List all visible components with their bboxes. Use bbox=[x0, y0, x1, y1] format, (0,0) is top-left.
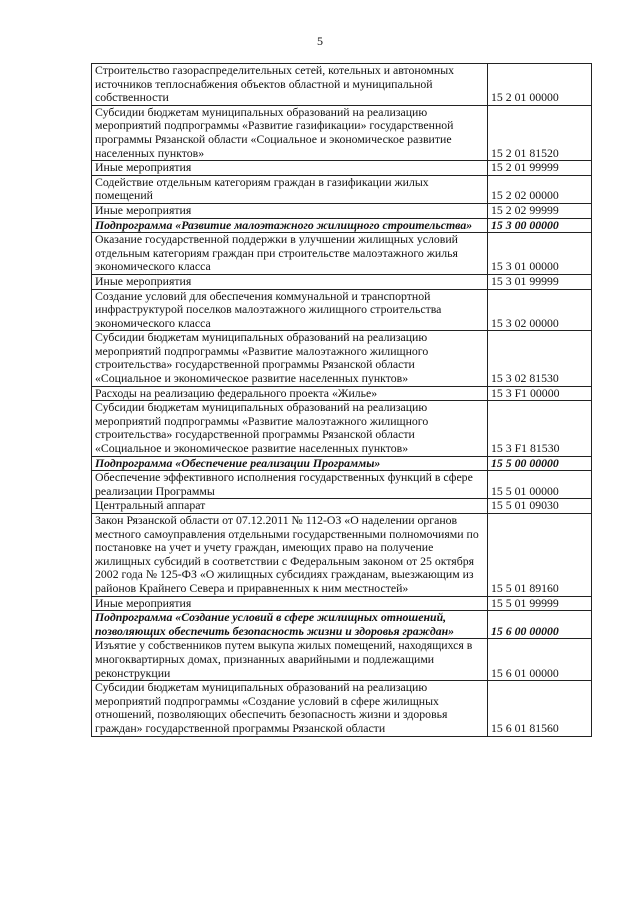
table-row bbox=[92, 331, 592, 386]
row-code: 15 3 01 99999 bbox=[488, 274, 592, 289]
table-row bbox=[92, 499, 592, 514]
row-name: Оказание государственной поддержки в улучшении жилищных условий отдельным категориям граждан при строительстве малоэтажного жилья экономического класса bbox=[92, 233, 488, 275]
page-number: 5 bbox=[317, 34, 323, 48]
row-code: 15 2 02 00000 bbox=[488, 175, 592, 203]
row-name: Субсидии бюджетам муниципальных образований на реализацию мероприятий подпрограммы «Создание условий в сфере жилищных отношений, позволяющих обеспечить безопасность жизни и здоровья граждан» государственной программы Рязанской области bbox=[92, 681, 488, 736]
row-code: 15 3 02 81530 bbox=[488, 331, 592, 386]
subprogram-row bbox=[92, 611, 592, 639]
row-name: Обеспечение эффективного исполнения государственных функций в сфере реализации Программы bbox=[92, 471, 488, 499]
table-row bbox=[92, 175, 592, 203]
subprogram-row bbox=[92, 456, 592, 471]
row-code: 15 3 00 00000 bbox=[488, 218, 592, 233]
table-row bbox=[92, 64, 592, 106]
table-row bbox=[92, 386, 592, 401]
table-row bbox=[92, 203, 592, 218]
row-code: 15 3 02 00000 bbox=[488, 289, 592, 331]
row-code: 15 2 01 00000 bbox=[488, 64, 592, 106]
row-code: 15 5 01 89160 bbox=[488, 514, 592, 597]
row-name: Создание условий для обеспечения коммунальной и транспортной инфраструктурой поселков малоэтажного жилищного строительства экономического класса bbox=[92, 289, 488, 331]
row-code: 15 3 F1 81530 bbox=[488, 401, 592, 456]
subprogram-row bbox=[92, 218, 592, 233]
row-name: Подпрограмма «Создание условий в сфере жилищных отношений, позволяющих обеспечить безопасность жизни и здоровья граждан» bbox=[92, 611, 488, 639]
row-name: Субсидии бюджетам муниципальных образований на реализацию мероприятий подпрограммы «Развитие газификации» государственной программы Рязанской области «Социальное и экономическое развитие населенных пунктов» bbox=[92, 105, 488, 160]
row-name: Субсидии бюджетам муниципальных образований на реализацию мероприятий подпрограммы «Развитие малоэтажного жилищного строительства» государственной программы Рязанской области «Социальное и экономическое развитие населенных пунктов» bbox=[92, 331, 488, 386]
table-row bbox=[92, 289, 592, 331]
row-code: 15 5 01 99999 bbox=[488, 596, 592, 611]
row-code: 15 2 01 81520 bbox=[488, 105, 592, 160]
row-code: 15 3 F1 00000 bbox=[488, 386, 592, 401]
row-name: Содействие отдельным категориям граждан в газификации жилых помещений bbox=[92, 175, 488, 203]
row-name: Иные мероприятия bbox=[92, 161, 488, 176]
row-name: Подпрограмма «Обеспечение реализации Программы» bbox=[92, 456, 488, 471]
row-name: Иные мероприятия bbox=[92, 203, 488, 218]
row-name: Расходы на реализацию федерального проекта «Жилье» bbox=[92, 386, 488, 401]
row-name: Иные мероприятия bbox=[92, 274, 488, 289]
row-code: 15 6 01 81560 bbox=[488, 681, 592, 736]
table-row bbox=[92, 514, 592, 597]
table-row bbox=[92, 681, 592, 736]
table-row bbox=[92, 401, 592, 456]
row-code: 15 2 01 99999 bbox=[488, 161, 592, 176]
row-name: Закон Рязанской области от 07.12.2011 № 112-ОЗ «О наделении органов местного самоуправления отдельными государственными полномочиями по постановке на учет и учету граждан, имеющих право на получение жилищных субсидий в соответствии с Федеральным законом от 25 октября 2002 года № 125-ФЗ «О жилищных субсидиях гражданам, выезжающим из районов Крайнего Севера и приравненных к ним местностей» bbox=[92, 514, 488, 597]
row-name: Строительство газораспределительных сетей, котельных и автономных источников теплоснабжения объектов областной и муниципальной собственности bbox=[92, 64, 488, 106]
row-code: 15 5 00 00000 bbox=[488, 456, 592, 471]
row-name: Подпрограмма «Развитие малоэтажного жилищного строительства» bbox=[92, 218, 488, 233]
table-row bbox=[92, 639, 592, 681]
row-code: 15 6 00 00000 bbox=[488, 611, 592, 639]
table-row bbox=[92, 105, 592, 160]
table-row bbox=[92, 596, 592, 611]
row-code: 15 2 02 99999 bbox=[488, 203, 592, 218]
row-code: 15 3 01 00000 bbox=[488, 233, 592, 275]
table-body bbox=[92, 64, 592, 737]
table-row bbox=[92, 274, 592, 289]
row-name: Субсидии бюджетам муниципальных образований на реализацию мероприятий подпрограммы «Развитие малоэтажного жилищного строительства» государственной программы Рязанской области «Социальное и экономическое развитие населенных пунктов» bbox=[92, 401, 488, 456]
row-name: Иные мероприятия bbox=[92, 596, 488, 611]
table-row bbox=[92, 233, 592, 275]
table-row bbox=[92, 161, 592, 176]
row-name: Изъятие у собственников путем выкупа жилых помещений, находящихся в многоквартирных домах, признанных аварийными и подлежащими реконструкции bbox=[92, 639, 488, 681]
row-name: Центральный аппарат bbox=[92, 499, 488, 514]
row-code: 15 5 01 00000 bbox=[488, 471, 592, 499]
budget-classification-table bbox=[91, 63, 592, 737]
row-code: 15 5 01 09030 bbox=[488, 499, 592, 514]
row-code: 15 6 01 00000 bbox=[488, 639, 592, 681]
table-row bbox=[92, 471, 592, 499]
